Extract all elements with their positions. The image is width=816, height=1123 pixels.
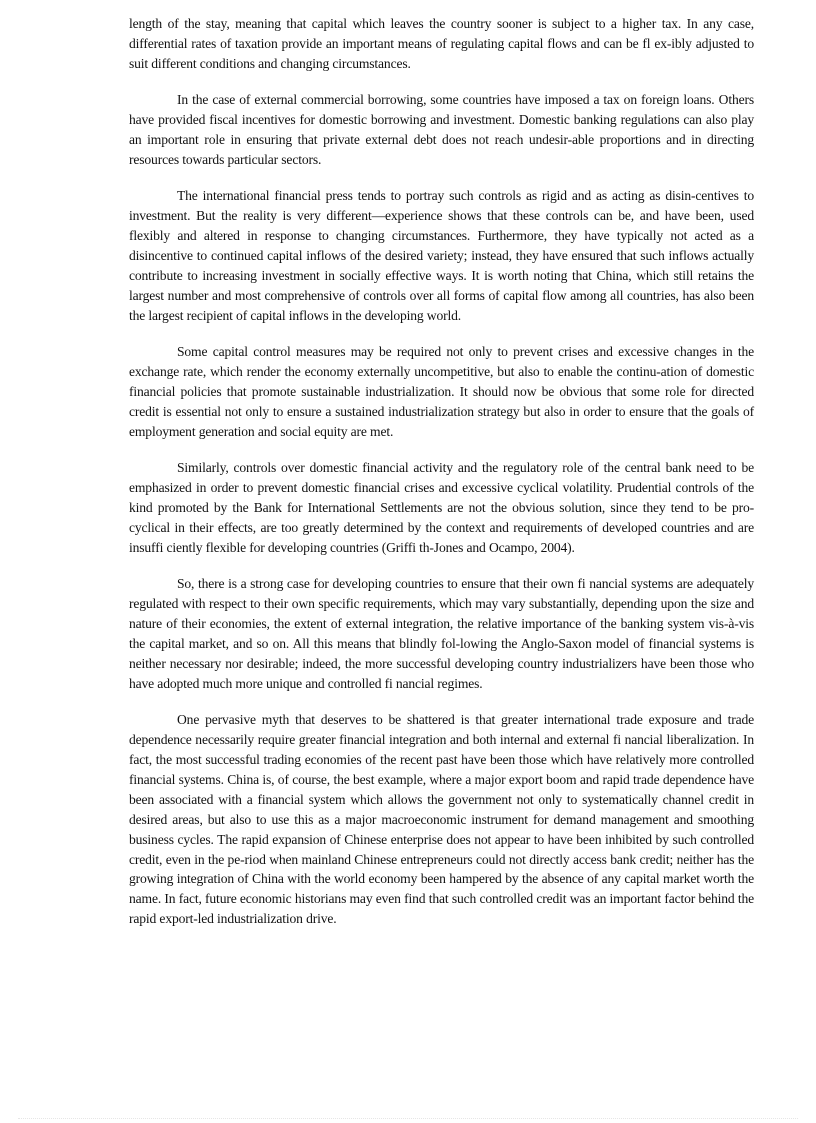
paragraph-domestic-financial-controls: Similarly, controls over domestic financial activity and the regulatory role of the central bank need to be emphasized in order to prevent domestic financial crises and excessive cyclical volatility. Prudential controls of the kind promoted by the Bank for International Settlements are not the obvious solution, since they tend to be pro-cyclical in their effects, are too greatly determined by the context and requirements of developed countries and are insuffi ciently flexible for developing countries (Griffi th-Jones and Ocampo, 2004). [129,460,754,555]
page-bottom-divider [18,1118,798,1119]
paragraph-taxation-rates: length of the stay, meaning that capital which leaves the country sooner is subject to a higher tax. In any case, differential rates of taxation provide an important means of regulating capital flows and can be fl ex-ibly adjusted to suit different conditions and changing circumstances. [129,16,754,71]
paragraph-regulated-financial-systems: So, there is a strong case for developing countries to ensure that their own fi nancial systems are adequately regulated with respect to their own specific requirements, which may vary substantially, depending upon the size and nature of their economies, the extent of external integration, the relative importance of the banking system vis-à-vis the capital market, and so on. All this means that blindly fol-lowing the Anglo-Saxon model of financial systems is neither necessary nor desirable; indeed, the more successful developing country industrializers have been those who have adopted much more unique and controlled fi nancial regimes. [129,576,754,691]
paragraph-trade-dependence-myth: One pervasive myth that deserves to be shattered is that greater international trade exposure and trade dependence necessarily require greater financial integration and both internal and external fi nancial liberalization. In fact, the most successful trading economies of the recent past have been those which have relatively more controlled financial systems. China is, of course, the best example, where a major export boom and rapid trade dependence have been associated with a financial system which allows the government not only to systematically channel credit in desired areas, but also to use this as a major macroeconomic instrument for demand management and smoothing business cycles. The rapid expansion of Chinese enterprise does not appear to have been inhibited by such controlled credit, even in the pe-riod when mainland Chinese entrepreneurs could not directly access bank credit; neither has the growing integration of China with the world economy been hampered by the absence of any capital market worth the name. In fact, future economic historians may even find that such controlled credit was an important factor behind the rapid export-led industrialization drive. [129,712,754,927]
document-page [129,14,754,946]
paragraph-financial-press: The international financial press tends to portray such controls as rigid and as acting as disin-centives to investment. But the reality is very different—experience shows that these controls can be, and have been, used flexibly and altered in response to changing circumstances. Furthermore, they have typically not acted as a disincentive to continued capital inflows of the desired variety; instead, they have ensured that such inflows actually contribute to increasing investment in socially effective ways. It is worth noting that China, which still retains the largest number and most comprehensive of controls over all forms of capital flow among all countries, has also been the largest recipient of capital inflows in the developing world. [129,188,754,323]
paragraph-capital-control-measures: Some capital control measures may be required not only to prevent crises and excessive changes in the exchange rate, which render the economy externally uncompetitive, but also to enable the continu-ation of domestic financial policies that promote sustainable industrialization. It should now be obvious that some role for directed credit is essential not only to ensure a sustained industrialization strategy but also in order to ensure that the goals of employment generation and social equity are met. [129,344,754,439]
paragraph-external-borrowing: In the case of external commercial borrowing, some countries have imposed a tax on foreign loans. Others have provided fiscal incentives for domestic borrowing and investment. Domestic banking regulations can also play an important role in ensuring that private external debt does not reach undesir-able proportions and in directing resources towards particular sectors. [129,92,754,167]
